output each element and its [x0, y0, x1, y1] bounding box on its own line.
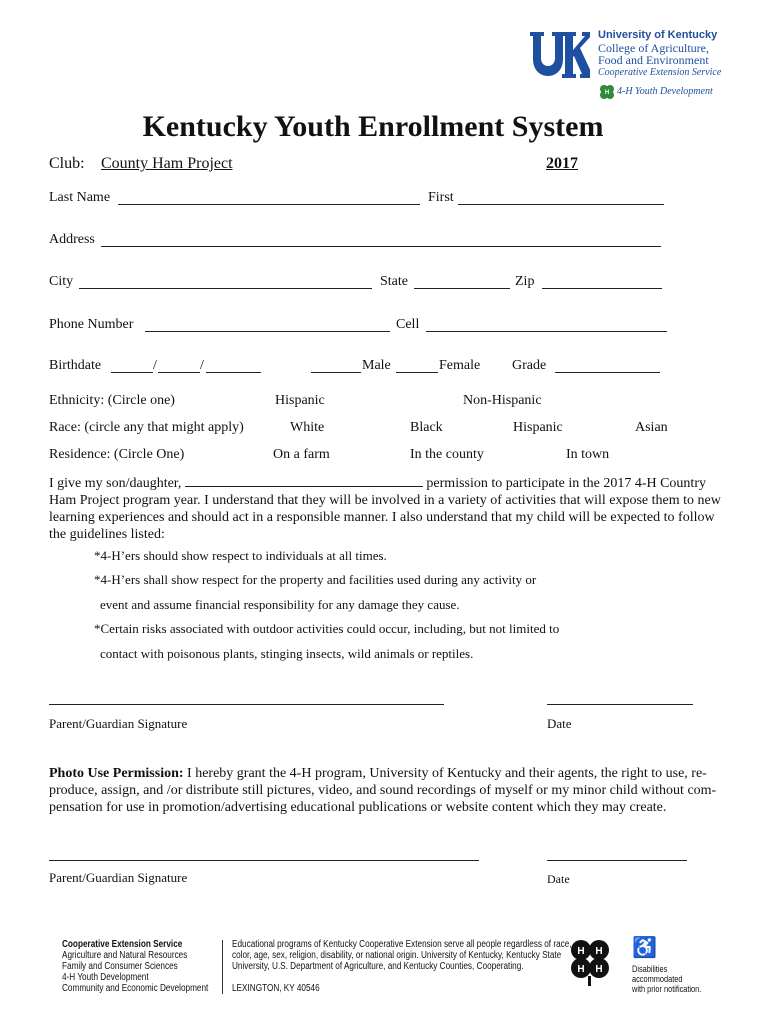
address-field[interactable]	[101, 246, 661, 247]
college-line-2: Food and Environment	[598, 53, 709, 67]
guardian-signature-field-2[interactable]	[49, 860, 479, 861]
uk-logo	[528, 30, 590, 80]
extension-name: Cooperative Extension Service	[598, 67, 722, 78]
race-option[interactable]: Hispanic	[513, 420, 563, 435]
clover-logo-large	[567, 936, 613, 986]
zip-label: Zip	[515, 274, 535, 289]
footer-col1-line: Family and Consumer Sciences	[62, 961, 178, 972]
female-label: Female	[439, 358, 481, 373]
residence-option[interactable]: On a farm	[273, 447, 330, 462]
guideline-item: *4-H’ers shall show respect for the property and facilities used during any activity or	[94, 572, 537, 587]
female-field[interactable]	[396, 372, 438, 373]
disabilities-line: Disabilities	[632, 964, 668, 974]
child-name-field[interactable]	[185, 474, 423, 487]
university-name: University of Kentucky	[598, 29, 718, 41]
last-name-label: Last Name	[49, 190, 111, 205]
phone-label: Phone Number	[49, 317, 134, 332]
wheelchair-icon: ♿	[632, 937, 657, 959]
date-label-2: Date	[547, 872, 570, 886]
club-name: County Ham Project	[101, 155, 233, 172]
signature-date-field[interactable]	[547, 704, 693, 705]
svg-text:H: H	[604, 90, 610, 96]
footer-col2-line: University, U.S. Department of Agriculture, and Kentucky Counties, Cooperating.	[232, 961, 524, 972]
ethnicity-option[interactable]: Non-Hispanic	[463, 393, 542, 408]
uk-logo-icon	[528, 30, 590, 80]
footer-col1-line: Community and Economic Development	[62, 983, 209, 994]
race-label: Race: (circle any that might apply)	[49, 420, 244, 435]
footer-city: LEXINGTON, KY 40546	[232, 983, 320, 994]
first-name-field[interactable]	[458, 204, 664, 205]
birth-month-field[interactable]	[111, 372, 153, 373]
cell-field[interactable]	[426, 331, 667, 332]
ethnicity-label: Ethnicity: (Circle one)	[49, 393, 175, 408]
disabilities-line: with prior notification.	[632, 984, 702, 994]
race-option[interactable]: Asian	[635, 420, 668, 435]
photo-permission-paragraph	[49, 765, 725, 816]
city-field[interactable]	[79, 288, 372, 289]
svg-text:H: H	[595, 946, 603, 957]
grade-field[interactable]	[555, 372, 660, 373]
footer-col2-line: Educational programs of Kentucky Cooperative Extension serve all people regardless of race,	[232, 939, 572, 950]
youth-development: 4-H Youth Development	[617, 86, 713, 97]
last-name-field[interactable]	[118, 204, 420, 205]
footer-col1-line: Agriculture and Natural Resources	[62, 950, 188, 961]
clover-logo-small	[598, 83, 616, 101]
footer-divider	[222, 940, 223, 994]
male-field[interactable]	[311, 372, 361, 373]
city-label: City	[49, 274, 74, 289]
phone-field[interactable]	[145, 331, 390, 332]
grade-label: Grade	[512, 358, 547, 373]
club-label: Club:	[49, 155, 85, 172]
guideline-item: contact with poisonous plants, stinging insects, wild animals or reptiles.	[100, 646, 474, 661]
college-line-1: College of Agriculture,	[598, 41, 709, 55]
page-title: Kentucky Youth Enrollment System	[142, 110, 604, 143]
ethnicity-option[interactable]: Hispanic	[275, 393, 325, 408]
footer-col2-line: color, age, sex, religion, disability, or national origin. University of Kentucky, Kentucky State	[232, 950, 562, 961]
birth-sep-1: /	[153, 358, 157, 373]
consent-paragraph	[49, 474, 729, 543]
birth-sep-2: /	[200, 358, 204, 373]
guideline-item: *Certain risks associated with outdoor activities could occur, including, but not limited to	[94, 621, 560, 636]
race-option[interactable]: Black	[410, 420, 443, 435]
birth-year-field[interactable]	[206, 372, 261, 373]
photo-permission-heading: Photo Use Permission:	[49, 766, 184, 781]
signature-date-field-2[interactable]	[547, 860, 687, 861]
four-leaf-clover-icon	[598, 83, 616, 101]
consent-text: permission to participate in the 2017 4-H Country Ham Project program year. I understand that they will be involved in a variety of activities that will expose them to new learning experiences and should act in a responsible manner. I also understand that my child will be expected to follow the guidelines listed:	[49, 476, 721, 542]
male-label: Male	[362, 358, 391, 373]
guideline-item: event and assume financial responsibility for any damage they cause.	[100, 597, 460, 612]
guideline-item: *4-H’ers should show respect to individuals at all times.	[94, 548, 387, 563]
disabilities-line: accommodated	[632, 974, 683, 984]
svg-text:H: H	[577, 964, 585, 975]
guardian-signature-label: Parent/Guardian Signature	[49, 716, 188, 731]
consent-prefix: I give my son/daughter,	[49, 476, 182, 491]
state-field[interactable]	[414, 288, 510, 289]
state-label: State	[380, 274, 408, 289]
residence-option[interactable]: In town	[566, 447, 610, 462]
birth-day-field[interactable]	[158, 372, 200, 373]
cell-label: Cell	[396, 317, 420, 332]
residence-option[interactable]: In the county	[410, 447, 484, 462]
photo-permission-text: I hereby grant the 4-H program, University of Kentucky and their agents, the right to use, re-produce, assign, and /or distribute still pictures, video, and sound recordings of myself or my minor child without com-pensation for use in promotion/advertising educational publications or website content which they may create.	[49, 766, 717, 815]
date-label: Date	[547, 716, 572, 731]
guardian-signature-label-2: Parent/Guardian Signature	[49, 870, 188, 885]
four-leaf-clover-icon	[567, 936, 613, 986]
zip-field[interactable]	[542, 288, 662, 289]
svg-text:H: H	[595, 964, 603, 975]
club-year: 2017	[546, 155, 578, 172]
birthdate-label: Birthdate	[49, 358, 102, 373]
residence-label: Residence: (Circle One)	[49, 447, 185, 462]
footer-col1-line: 4-H Youth Development	[62, 972, 149, 983]
footer-col1-line: Cooperative Extension Service	[62, 939, 183, 950]
address-label: Address	[49, 232, 95, 247]
race-option[interactable]: White	[290, 420, 325, 435]
svg-text:H: H	[577, 946, 585, 957]
first-name-label: First	[428, 190, 454, 205]
guardian-signature-field[interactable]	[49, 704, 444, 705]
